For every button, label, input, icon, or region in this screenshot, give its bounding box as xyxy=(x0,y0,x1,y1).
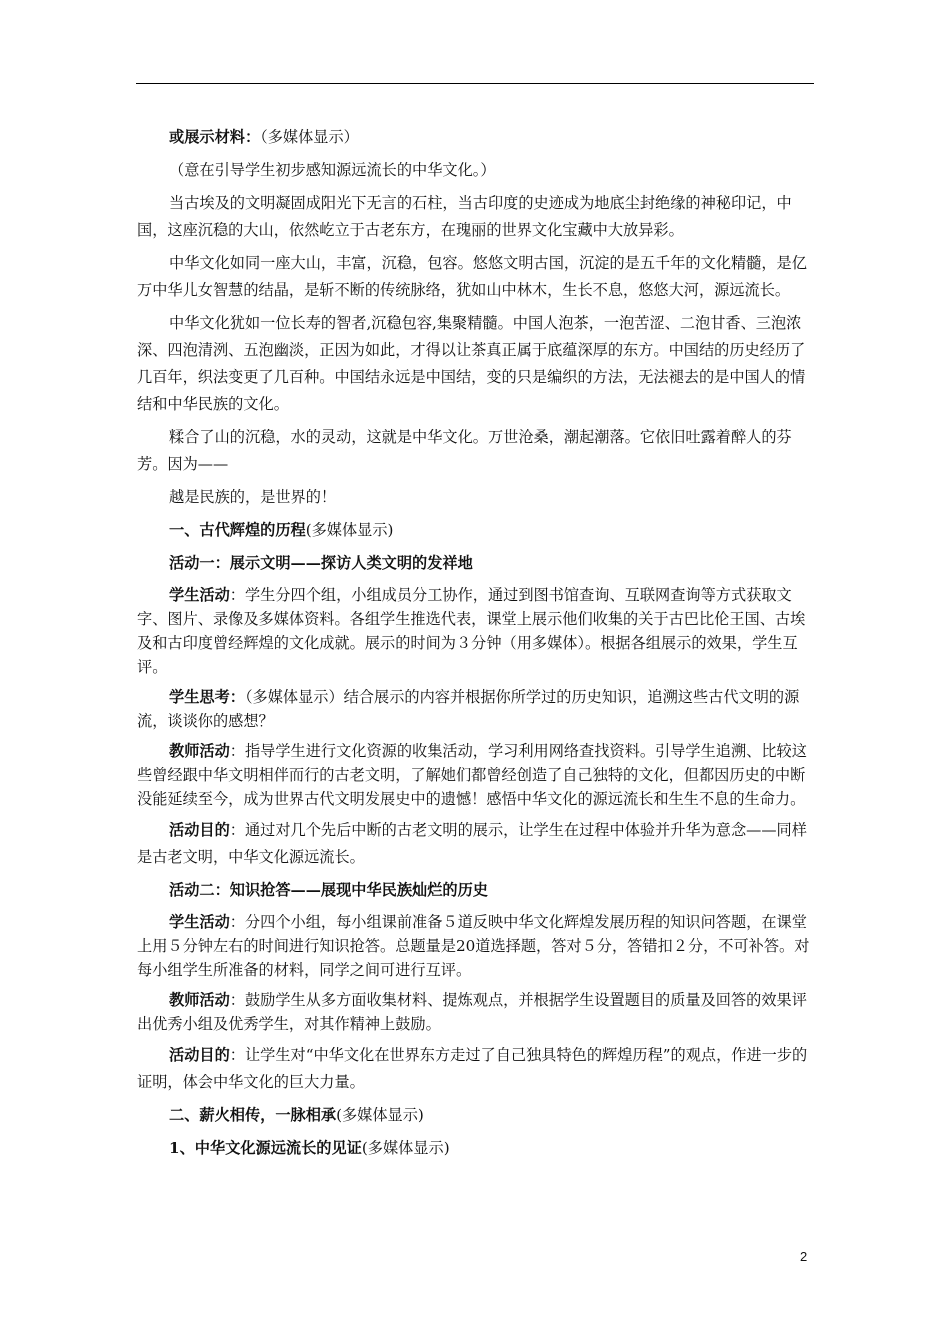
paragraph xyxy=(137,583,815,679)
heading-text: 活动二：知识抢答——展现中华民族灿烂的历史 xyxy=(169,881,488,899)
section-heading xyxy=(137,517,815,544)
paragraph-text: （意在引导学生初步感知源远流长的中华文化。） xyxy=(169,161,496,179)
paragraph-text: ：鼓励学生从多方面收集材料、提炼观点，并根据学生设置题目的质量及回答的效果评出优秀小组及优秀学生，对其作精神上鼓励。 xyxy=(137,991,807,1033)
paragraph xyxy=(137,157,815,184)
paragraph-text: ：分四个小组，每小组课前准备５道反映中华文化辉煌发展历程的知识问答题，在课堂上用５分钟左右的时间进行知识抢答。总题量是20道选择题，答对５分，答错扣２分，不可补答。对每小组学生所准备的材料，同学之间可进行互评。 xyxy=(137,913,810,979)
activity-heading xyxy=(137,550,815,577)
heading-text: 二、薪火相传，一脉相承 xyxy=(169,1106,337,1124)
document-body xyxy=(137,124,815,1168)
bold-lead: 学生活动 xyxy=(169,586,230,604)
paragraph xyxy=(137,310,815,418)
paragraph-text: （多媒体显示） xyxy=(260,128,359,146)
heading-text: 活动一：展示文明——探访人类文明的发祥地 xyxy=(169,554,473,572)
section-heading xyxy=(137,1102,815,1129)
bold-lead: 教师活动 xyxy=(169,742,230,760)
subsection-heading xyxy=(137,1135,815,1162)
paragraph xyxy=(137,424,815,478)
paragraph xyxy=(137,910,815,982)
paragraph xyxy=(137,739,815,811)
paragraph-text: 越是民族的，是世界的！ xyxy=(169,488,337,506)
bold-lead: 活动目的 xyxy=(169,821,230,839)
paragraph xyxy=(137,1042,815,1096)
activity-heading xyxy=(137,877,815,904)
bold-lead: 活动目的 xyxy=(169,1046,230,1064)
paragraph-text: ：通过对几个先后中断的古老文明的展示，让学生在过程中体验并升华为意念——同样是古老文明，中华文化源远流长。 xyxy=(137,821,807,866)
paragraph-text: 当古埃及的文明凝固成阳光下无言的石柱，当古印度的史迹成为地底尘封绝缘的神秘印记，中国，这座沉稳的大山，依然屹立于古老东方，在瑰丽的世界文化宝藏中大放异彩。 xyxy=(137,194,792,239)
paragraph-text: （多媒体显示）结合展示的内容并根据你所学过的历史知识，追溯这些古代文明的源流，谈谈你的感想？ xyxy=(137,688,800,730)
paragraph-text: ：指导学生进行文化资源的收集活动，学习利用网络查找资料。引导学生追溯、比较这些曾经跟中华文明相伴而行的古老文明，了解她们都曾经创造了自己独特的文化，但都因历史的中断没能延续至今，成为世界古代文明发展史中的遗憾！感悟中华文化的源远流长和生生不息的生命力。 xyxy=(137,742,807,808)
heading-note: (多媒体显示) xyxy=(361,1139,450,1157)
paragraph xyxy=(137,250,815,304)
paragraph-text: ：学生分四个组，小组成员分工协作，通过到图书馆查询、互联网查询等方式获取文字、图片、录像及多媒体资料。各组学生推选代表，课堂上展示他们收集的关于古巴比伦王国、古埃及和古印度曾经辉煌的文化成就。展示的时间为３分钟（用多媒体）。根据各组展示的效果，学生互评。 xyxy=(137,586,806,676)
paragraph xyxy=(137,988,815,1036)
paragraph xyxy=(137,124,815,151)
bold-lead: 学生活动 xyxy=(169,913,230,931)
paragraph-text: 中华文化如同一座大山，丰富，沉稳，包容。悠悠文明古国，沉淀的是五千年的文化精髓，是亿万中华儿女智慧的结晶，是斩不断的传统脉络，犹如山中林木，生长不息，悠悠大河，源远流长。 xyxy=(137,254,807,299)
paragraph-text: 中华文化犹如一位长寿的智者,沉稳包容,集聚精髓。中国人泡茶，一泡苦涩、二泡甘香、三泡浓深、四泡清洌、五泡幽淡，正因为如此，才得以让茶真正属于底蕴深厚的东方。中国结的历史经历了几百年，织法变更了几百种。中国结永远是中国结，变的只是编织的方法，无法褪去的是中国人的情结和中华民族的文化。 xyxy=(137,314,806,413)
paragraph xyxy=(137,817,815,871)
paragraph xyxy=(137,484,815,511)
paragraph xyxy=(137,190,815,244)
heading-note: (多媒体显示) xyxy=(305,521,394,539)
bold-lead: 或展示材料： xyxy=(169,128,261,146)
paragraph-text: ：让学生对“中华文化在世界东方走过了自己独具特色的辉煌历程”的观点，作进一步的证明，体会中华文化的巨大力量。 xyxy=(137,1046,808,1091)
heading-text: 一、古代辉煌的历程 xyxy=(169,521,306,539)
page-number: 2 xyxy=(800,1249,808,1264)
header-rule xyxy=(136,83,814,84)
heading-text: 1、中华文化源远流长的见证 xyxy=(169,1139,362,1157)
bold-lead: 教师活动 xyxy=(169,991,230,1009)
bold-lead: 学生思考： xyxy=(169,688,245,706)
paragraph-text: 糅合了山的沉稳，水的灵动，这就是中华文化。万世沧桑，潮起潮落。它依旧吐露着醉人的芬芳。因为—— xyxy=(137,428,792,473)
heading-note: (多媒体显示) xyxy=(336,1106,424,1124)
paragraph xyxy=(137,685,815,733)
